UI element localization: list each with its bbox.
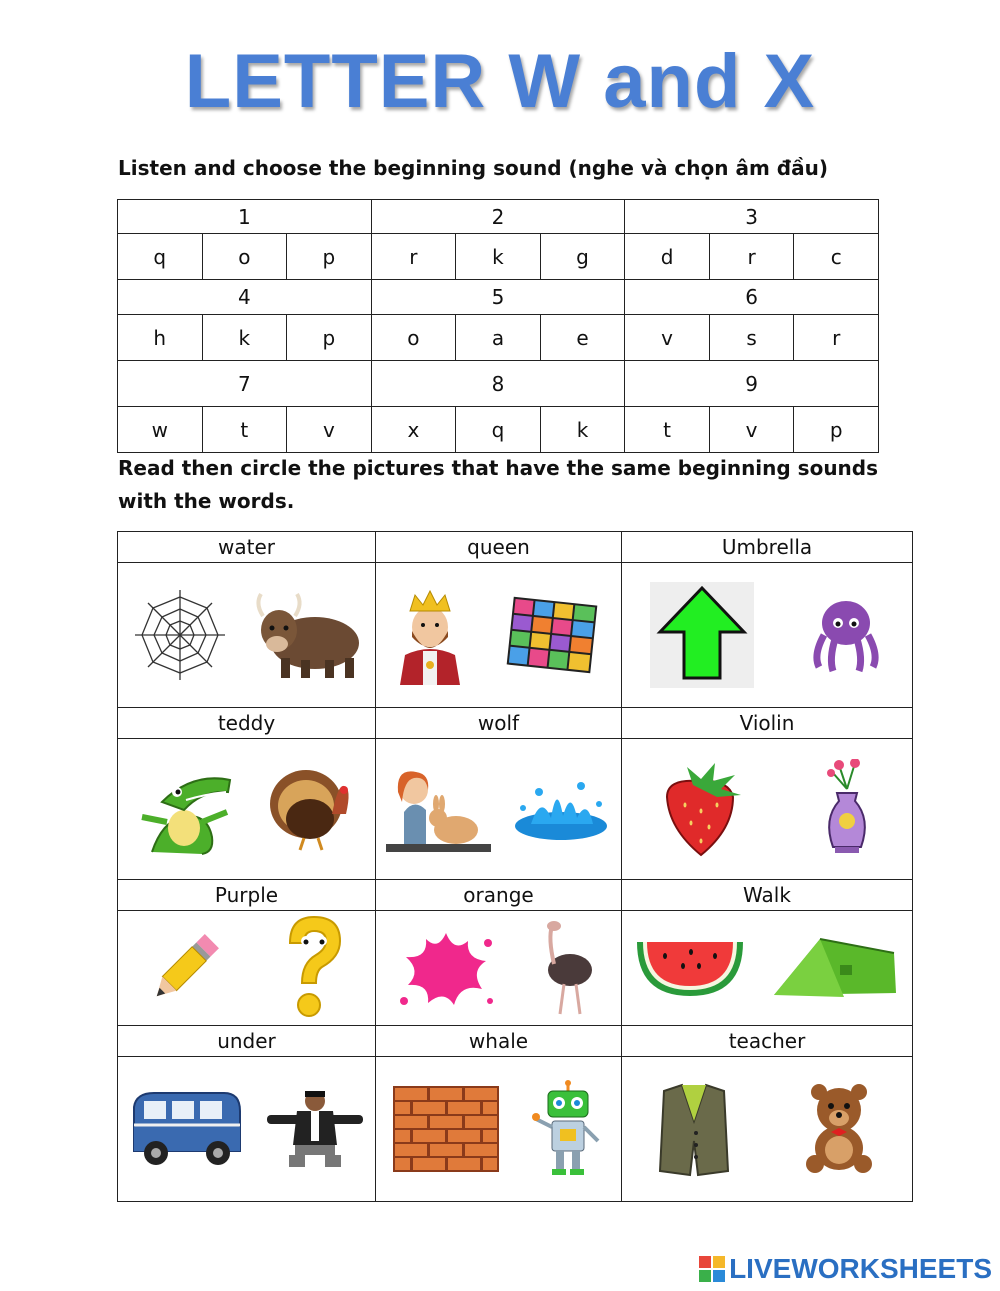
letter-option[interactable]: o (371, 315, 456, 361)
word-label: queen (376, 532, 622, 563)
octopus-icon[interactable] (809, 595, 884, 675)
pencil-icon[interactable] (145, 928, 225, 1008)
word-label: teacher (622, 1025, 913, 1056)
question-number: 4 (118, 280, 372, 315)
question-number: 6 (625, 280, 879, 315)
picture-table (117, 531, 913, 1202)
water-splash-icon[interactable] (511, 774, 611, 844)
word-label: under (118, 1025, 376, 1056)
letter-option[interactable]: v (709, 407, 794, 453)
letter-option[interactable]: r (371, 234, 456, 280)
instruction-circle: Read then circle the pictures that have the same beginning sounds with the words. (118, 456, 879, 513)
question-mark-icon[interactable] (278, 913, 348, 1023)
paint-splat-icon[interactable] (396, 923, 496, 1013)
page-title: LETTER W and X (184, 39, 816, 124)
question-number: 7 (118, 361, 372, 407)
crocodile-icon[interactable] (132, 762, 237, 857)
word-label: water (118, 532, 376, 563)
logo-blocks-icon (699, 1256, 725, 1282)
letter-option[interactable]: a (456, 315, 541, 361)
question-number: 8 (371, 361, 625, 407)
word-label: Purple (118, 880, 376, 911)
letter-option[interactable]: k (456, 234, 541, 280)
letter-option[interactable]: h (118, 315, 203, 361)
van-icon[interactable] (128, 1087, 244, 1171)
yak-icon[interactable] (253, 588, 363, 683)
letter-option[interactable]: g (540, 234, 625, 280)
vase-icon[interactable] (817, 759, 877, 859)
letter-option[interactable]: q (118, 234, 203, 280)
king-icon[interactable] (395, 585, 465, 685)
question-number: 2 (371, 200, 625, 234)
letter-option[interactable]: r (709, 234, 794, 280)
letter-option[interactable]: v (287, 407, 372, 453)
word-label: teddy (118, 708, 376, 739)
turkey-icon[interactable] (266, 764, 361, 854)
tent-icon[interactable] (770, 933, 900, 1003)
letter-option[interactable]: d (625, 234, 710, 280)
watermelon-icon[interactable] (635, 938, 745, 998)
letter-option[interactable]: s (709, 315, 794, 361)
quilt-icon[interactable] (502, 593, 602, 678)
vet-icon[interactable] (386, 762, 491, 857)
letter-option[interactable]: o (202, 234, 287, 280)
letter-option[interactable]: r (794, 315, 879, 361)
letter-choice-table (117, 199, 879, 453)
teddy-bear-icon[interactable] (799, 1082, 879, 1176)
wall-icon[interactable] (393, 1086, 499, 1172)
up-arrow-icon[interactable] (650, 582, 754, 688)
letter-option[interactable]: k (202, 315, 287, 361)
umpire-icon[interactable] (265, 1089, 365, 1169)
letter-option[interactable]: p (287, 315, 372, 361)
letter-option[interactable]: t (625, 407, 710, 453)
ostrich-icon[interactable] (536, 918, 601, 1018)
letter-option[interactable]: p (794, 407, 879, 453)
question-number: 5 (371, 280, 625, 315)
robot-icon[interactable] (532, 1079, 604, 1179)
liveworksheets-logo (699, 1253, 992, 1285)
instruction-listen: Listen and choose the beginning sound (nghe và chọn âm đầu) (118, 156, 828, 180)
vest-icon[interactable] (656, 1081, 732, 1177)
word-label: Umbrella (622, 532, 913, 563)
question-number: 9 (625, 361, 879, 407)
question-number: 3 (625, 200, 879, 234)
letter-option[interactable]: v (625, 315, 710, 361)
letter-option[interactable]: t (202, 407, 287, 453)
question-number: 1 (118, 200, 372, 234)
letter-option[interactable]: k (540, 407, 625, 453)
word-label: wolf (376, 708, 622, 739)
letter-option[interactable]: e (540, 315, 625, 361)
strawberry-icon[interactable] (657, 759, 747, 859)
letter-option[interactable]: w (118, 407, 203, 453)
word-label: Violin (622, 708, 913, 739)
spider-web-icon[interactable] (130, 585, 230, 685)
letter-option[interactable]: p (287, 234, 372, 280)
letter-option[interactable]: q (456, 407, 541, 453)
brand-name: LIVEWORKSHEETS (729, 1253, 992, 1284)
word-label: whale (376, 1025, 622, 1056)
word-label: Walk (622, 880, 913, 911)
letter-option[interactable]: c (794, 234, 879, 280)
letter-option[interactable]: x (371, 407, 456, 453)
word-label: orange (376, 880, 622, 911)
